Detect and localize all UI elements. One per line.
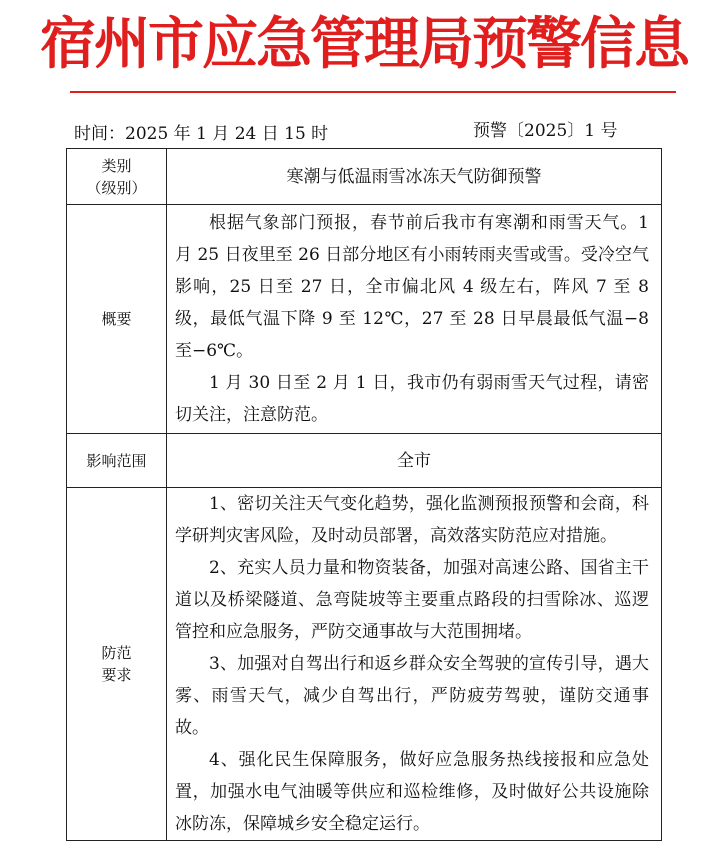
document-title: 宿州市应急管理局预警信息: [40, 11, 688, 77]
document-number: 预警〔2025〕1 号: [473, 121, 618, 141]
warning-table: [66, 148, 662, 841]
category-label: [67, 149, 167, 205]
requirement-item-3: 3、加强对自驾出行和返乡群众安全驾驶的宣传引导，遇大雾、雨雪天气，减少自驾出行，严防疲劳驾驶，谨防交通事故。: [175, 654, 649, 738]
overview-paragraph-2: 1 月 30 日至 2 月 1 日，我市仍有弱雨雪天气过程，请密切关注，注意防范。: [175, 373, 649, 425]
requirements-label-line1: 防范: [101, 644, 132, 662]
overview-row: [67, 205, 662, 434]
category-label-line2: （级别）: [86, 178, 147, 197]
scope-row: [67, 434, 662, 488]
overview-paragraph-1: 根据气象部门预报，春节前后我市有寒潮和雨雪天气。1 月 25 日夜里至 26 日部分地区有小雨转雨夹雪或雪。受冷空气影响，25 日至 27 日，全市偏北风 4 级左右，阵风 7 至 8 级，最低气温下降 9 至 12℃，27 至 28 日早晨最低气温−8 至−6℃。: [175, 213, 649, 361]
category-value: 寒潮与低温雨雪冰冻天气防御预警: [167, 149, 662, 205]
overview-label: 概要: [67, 205, 167, 434]
category-label-line1: 类别: [101, 156, 132, 175]
issue-time: 时间：2025 年 1 月 24 日 15 时: [74, 124, 329, 144]
requirement-item-1: 1、密切关注天气变化趋势，强化监测预报预警和会商，科学研判灾害风险，及时动员部署，高效落实防范应对措施。: [175, 494, 649, 546]
requirement-item-2: 2、充实人员力量和物资装备，加强对高速公路、国省主干道以及桥梁隧道、急弯陡坡等主要重点路段的扫雪除冰、巡逻管控和应急服务，严防交通事故与大范围拥堵。: [175, 558, 649, 642]
requirements-label: [67, 488, 167, 841]
requirements-content: [167, 488, 662, 841]
requirement-item-4: 4、强化民生保障服务，做好应急服务热线接报和应急处置，加强水电气油暖等供应和巡检维修，及时做好公共设施除冰防冻，保障城乡安全稳定运行。: [175, 750, 649, 834]
title-red-rule: [70, 91, 676, 93]
requirements-label-line2: 要求: [101, 666, 132, 684]
requirements-row: [67, 488, 662, 841]
category-row: [67, 149, 662, 205]
overview-content: [167, 205, 662, 434]
scope-value: 全市: [167, 434, 662, 488]
scope-label: 影响范围: [67, 434, 167, 488]
